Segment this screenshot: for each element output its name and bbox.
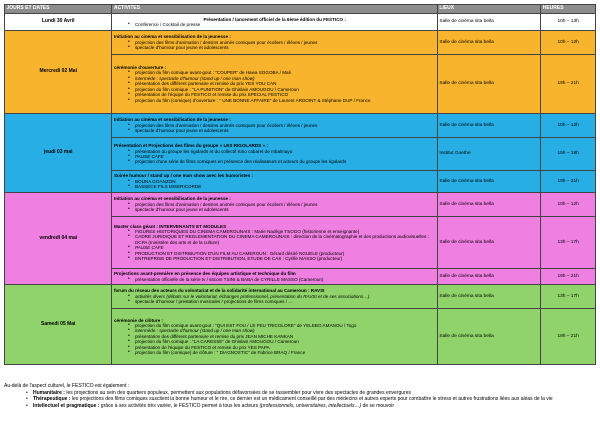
table-row [5,14,596,31]
lieu-cell: Salle de cinéma sita bella [437,171,540,193]
day-cell: Samedi 05 Mai [5,285,112,365]
footer-bullet [26,403,596,410]
section-title: Soirée humour / stand up / one man show avec les humoristes : [113,173,254,179]
footer-bullet-label: Humanitaire : [33,389,65,396]
activity-cell [112,55,437,114]
lieu-cell: Salle de cinéma sita bella [437,55,540,114]
list-item: • présentation officielle de la série tv / sitcom TSINI & BABA de CYRILLE MASSO (Cameroun) [128,277,435,282]
list-item: • projection du film comique : "LA CARESSE" de Ghislain AMOUGOU / Cameroun [128,339,435,344]
list-item: • BASSECK FILS MISERICORDE [128,184,435,189]
heure-cell: 19h – 21h [541,309,596,365]
heure-cell: 13h – 17h [541,285,596,309]
activity-cell [112,309,437,365]
section-title: Projections avant-première en présence des équipes artistique et technique du film [113,271,296,277]
lieu-cell: Institut Goethe [437,138,540,171]
section-title: Initiation au cinéma et sensibilisation de la jeunesse : [113,117,231,123]
list-item: • projection d'une série de films comiques en présence des réalisateurs et acteurs du groupe les rigolards [128,159,435,164]
heure-cell: 13h – 17h [541,217,596,269]
list-item: • spectacle d'humour / prestation musicales / projections de films comiques / … [128,299,435,304]
table-header-row [5,5,596,14]
list-item: • spectacle d'humour pour jeune et adolescents [128,128,435,133]
footer-bullet-italic: (professionnels, universitaires, intellectuels…) [259,402,362,409]
list-item: • présentation de l'équipe du FESTICO et remise du prix YES PAPA [128,345,435,350]
activity-cell [112,114,437,138]
activity-cell [112,31,437,55]
header-lieux: LIEUX [437,5,540,14]
footer-bullet-text: grâce à ses activités très variée, le FESTICO permet à tous les acteurs [99,402,260,409]
day-cell: jeudi 03 mai [5,114,112,193]
activity-cell [112,14,437,31]
footer-notes [4,383,596,409]
list-item: • projection des films d'animation / dessins animés comiques pour écoliers / élèves / jeunes [128,202,435,207]
lieu-cell: Salle de cinéma sita bella [437,14,540,31]
table-row [5,114,596,138]
activity-cell [112,138,437,171]
lieu-cell: Salle de cinéma sita bella [437,193,540,217]
list-item: • spectacle d'humour pour jeune et adolescents [128,45,435,50]
list-item: • présentation de l'équipe du FESTICO et remise du prix SPECIAL FESTICO [128,92,435,97]
list-item: • projection du film (comique) de clôture : " DIAGNOSTIC" de Fabrice BRAQ / France [128,350,435,355]
header-activites: ACTIVITES [112,5,437,14]
section-title: forum du réseau des acteurs du volontariat et de la solidarité international au Cameroun : RAVSI [113,288,325,294]
lieu-cell: Salle de cinéma sita bella [437,309,540,365]
footer-bullet-end: de se mouvoir [361,402,394,409]
lieu-cell: Salle de cinéma sita bella [437,217,540,269]
table-row [5,193,596,217]
header-heures: HEURES [541,5,596,14]
list-item: • projection du film comique avant-gout : "QUI EST FOU / LE FEU TRICOLORE" de YELEBO AMANOU / Togo [128,323,435,328]
activity-cell [112,193,437,217]
list-item: • présentation des différent partenaire et remise du prix YES YOU CAN [128,81,435,86]
list-item: • intermède : spectacle d'humour (stand up / one man show) [128,328,435,333]
list-item: • projection du film (comique) d'ouverture : " UNE BONNE AFFAIRE" de Laurent ARDOINT & Stéphane DUP / France [128,98,435,103]
day-cell: Lundi 30 Avril [5,14,112,31]
list-item: • présentation des différent partenaire et remise du prix JEAN MICHE KANKAN [128,334,435,339]
lieu-cell: Salle de cinéma sita bella [437,31,540,55]
section-title: Master class géant : INTERVENANTS ET MODULES [113,223,227,229]
day-cell: vendredi 04 mai [5,193,112,285]
list-item: • FIGURES HISTORIQUES DU CINEMA CAMEROUNAIS : Marie Nadège TSOGO (historienne et enseignante) [128,229,435,234]
list-item: • spectacle d'humour pour jeune et adolescents [128,207,435,212]
heure-cell: 19h – 21h [541,171,596,193]
list-item: • projection du film comique avant-gout : "COUPER" de Hawa SOGOBA / Mali [128,70,435,75]
header-jours: JOURS ET DATES [5,5,112,14]
activity-cell [112,217,437,269]
list-item: • PRODUCTION ET DISTRIBUTION D'UN FILM AU CAMEROUN : Gérard désiré NGUELE (producteur) [128,251,435,256]
list-item: • PAUSE CAFE [128,154,435,159]
list-item: • PAUSE CAFE [128,245,435,250]
activity-cell [112,269,437,285]
section-title: cérémonie de clôture : [113,317,163,323]
schedule-table [4,4,596,365]
section-title: Présentation et Projections des films du groupe « LES RIGOLARDS » : [113,143,268,149]
list-item: • projection des films d'animation / dessins animés comiques pour écoliers / élèves / jeunes [128,40,435,45]
activity-cell [112,285,437,309]
list-item: • BOUNA GOANZON [128,179,435,184]
table-row [5,31,596,55]
activity-cell [112,171,437,193]
section-title: Présentation / lancement officiel de la 6ème édition du FESTICO : [203,16,346,22]
day-cell: Mercredi 02 Mai [5,31,112,114]
section-title: Initiation au cinéma et sensibilisation de la jeunesse : [113,196,231,202]
heure-cell: 10h – 13h [541,14,596,31]
lieu-cell: Salle de cinéma sita bella [437,114,540,138]
list-item: • projection des films d'animation / dessins animés comiques pour écoliers / élèves / jeunes [128,123,435,128]
heure-cell: 19h – 21h [541,269,596,285]
section-title: cérémonie d'ouverture : [113,65,167,71]
list-item: • intermède : spectacle d'humour (stand up / one man show) [128,76,435,81]
lieu-cell: Salle de cinéma sita bella [437,285,540,309]
footer-intro: Au-delà de l'aspect culturel, le FESTICO est également : [4,383,130,389]
list-item: • Conférence / Cocktail de presse [128,22,435,27]
footer-bullet-text: les projections au sein des quartiers populeux, permettent aux populations défavorisées de se rassembler pour vivre des spectacles de grandes envergures [64,389,411,396]
heure-cell: 15h – 18h [541,138,596,171]
list-item: • ENTREPRISE DE PRODUCTION ET DISTRIBUTION, ETUDE DE CAS : Cyrille MASSO (producteur) [128,256,435,261]
lieu-cell: Salle de cinéma sita bella [437,269,540,285]
footer-bullet-label: Thérapeutique : [33,396,71,402]
list-item: • CADRE JURIDIQUE ET REGLEMENTATION DU CINEMA CAMEROUNAIS : direction de la cinématographie et des productions audiovisuelles : DCPA (ministère des arts et de la culture) [128,234,435,245]
list-item: • présentation du groupe les rigolards et du collectif Kino cabaret de mbalmayo [128,149,435,154]
section-title: Initiation au cinéma et sensibilisation de la jeunesse : [113,34,231,40]
heure-cell: 10h – 12h [541,114,596,138]
footer-bullet-text: les projections des films comiques suscitent la bonne humeur et le rire, ce dernier est un médicament conseillé par des médecins et autres experts pour combattre le stress et autres frustrations liées aux aléas de la vie [70,396,553,402]
heure-cell: 19h – 21h [541,55,596,114]
heure-cell: 10h – 12h [541,31,596,55]
heure-cell: 10h – 12h [541,193,596,217]
table-row [5,285,596,309]
list-item: • activités divers (débats sur le volontariat, échanges professionnel, présentation du RAVSI et de ses associations…) [128,294,435,299]
list-item: • projection du film comique : "LA PUNITION" de Ghislain AMOUGOU / Cameroun [128,87,435,92]
footer-bullet-label: Intellectuel et pragmatique : [33,402,100,409]
